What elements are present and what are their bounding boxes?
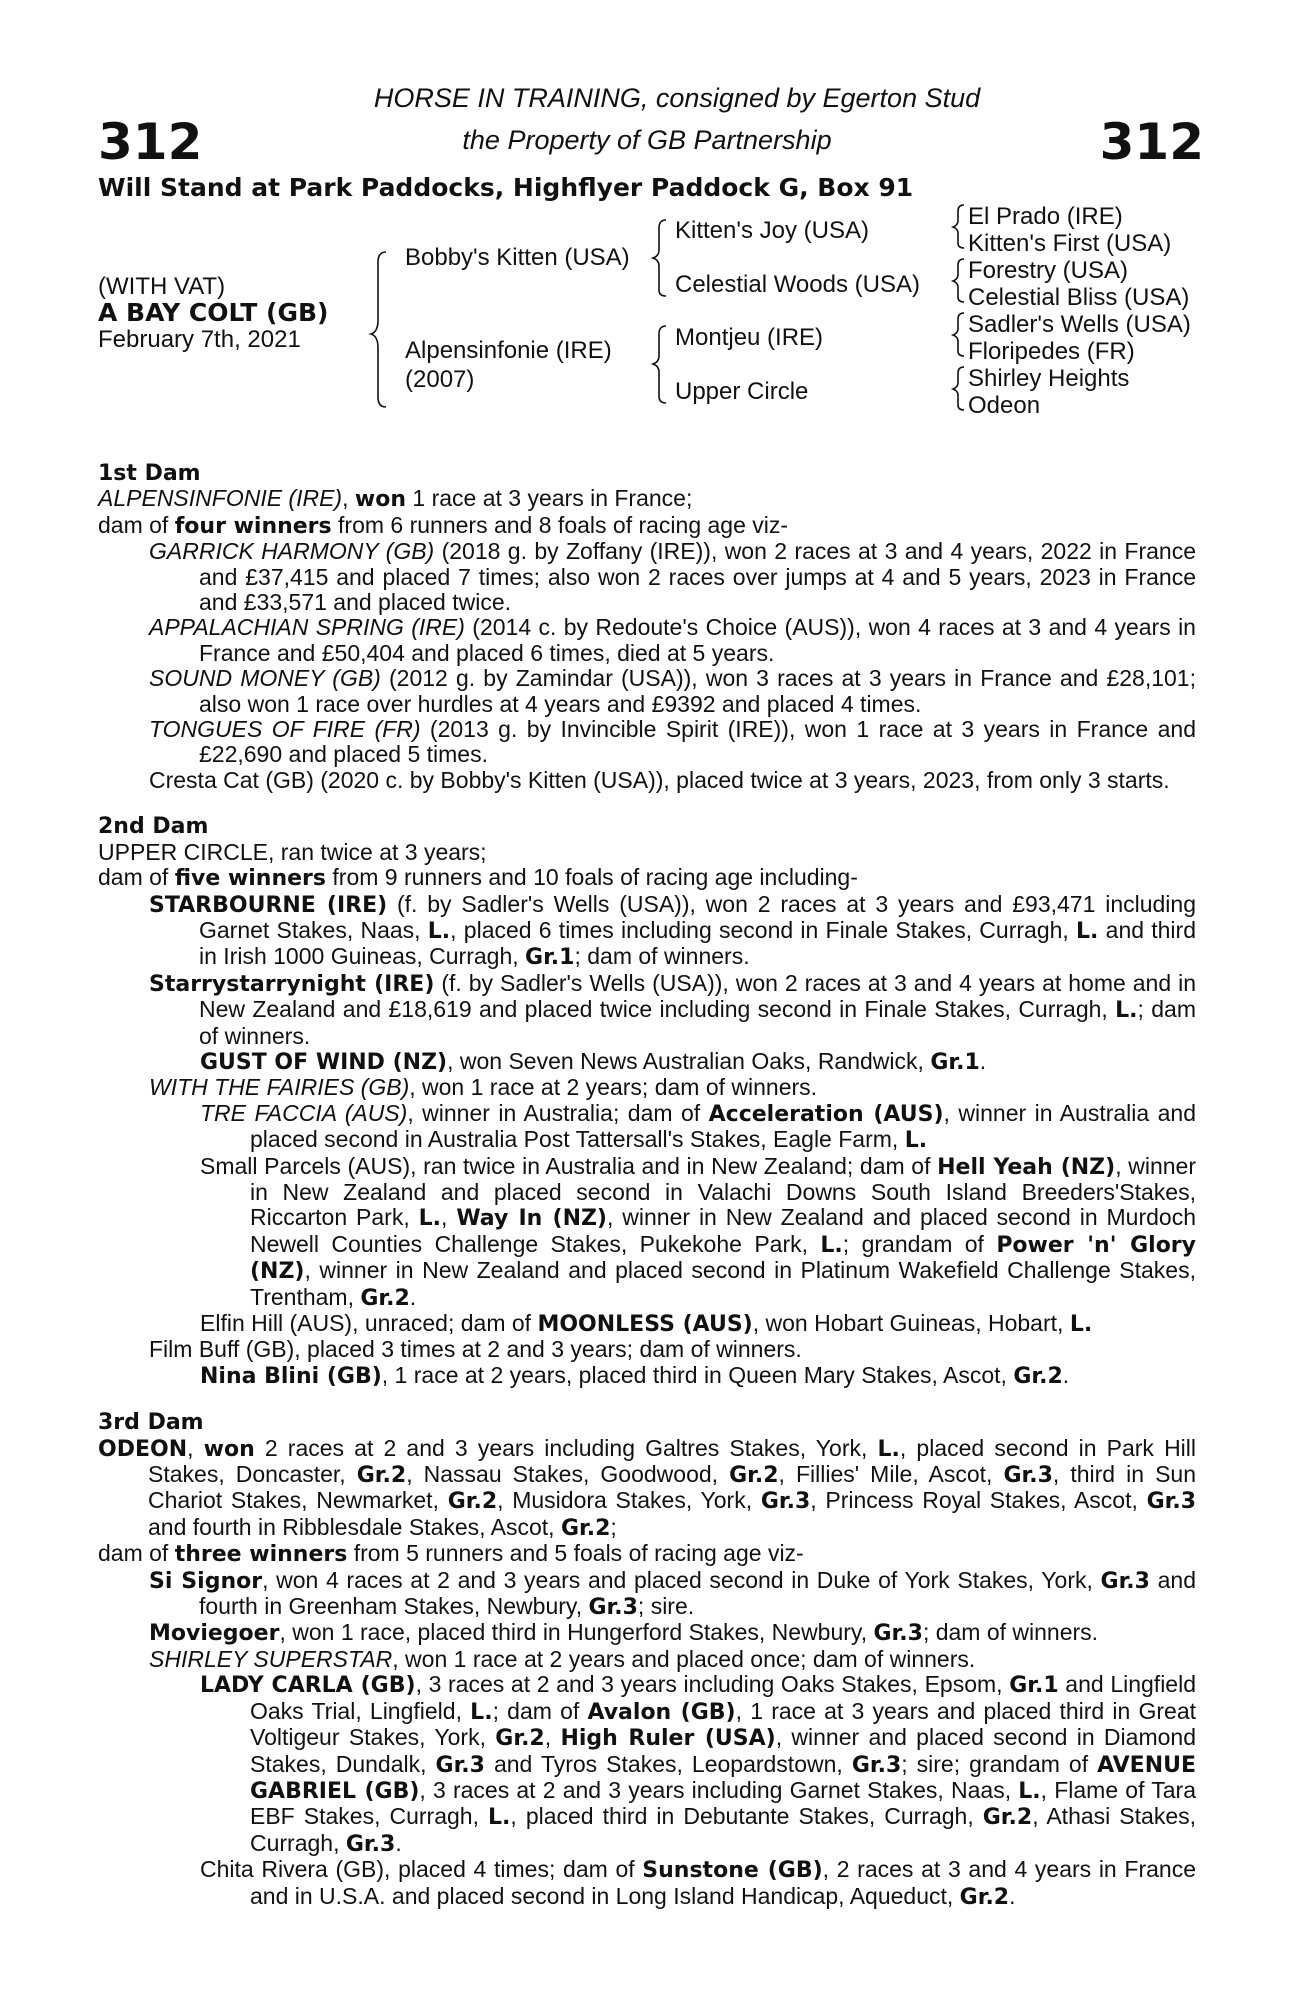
bold-text: Hell Yeah (NZ) [937, 1154, 1116, 1180]
bold-text: five winners [174, 866, 327, 892]
bold-text: AVENUE GABRIEL (GB) [250, 1752, 1197, 1804]
text: (2018 g. by Zoffany (IRE)), won 2 races at 3 and 4 years, 2022 in France and £37,415 and placed 7 times; also won 2 races over jumps at 4 and 5 years, 2023 in France and £33,571 and placed twice. [199, 538, 1196, 616]
pedigree-entry [98, 971, 1196, 1049]
great-grandsire-1: El Prado (IRE) [968, 203, 1123, 230]
pedigree-entry [98, 1436, 1196, 1542]
text: Small Parcels (AUS), ran twice in Australia and in New Zealand; dam of [200, 1152, 938, 1179]
text: , 1 race at 3 years and placed third in Great Voltigeur Stakes, York, [250, 1697, 1197, 1751]
bold-text: L. [470, 1699, 493, 1725]
great-granddam-2: Kitten's First (USA) [968, 230, 1172, 257]
bold-text: Moviegoer [149, 1621, 280, 1647]
bold-text: Gr.2 [495, 1726, 545, 1752]
bold-text: Gr.3 [1003, 1463, 1053, 1489]
bold-text: four winners [174, 513, 332, 539]
bold-text: won [354, 487, 406, 513]
pedigree-entry [98, 1672, 1196, 1857]
pedigree-entry [98, 1541, 1196, 1567]
text: . [979, 1047, 987, 1074]
bold-text: Gr.3 [760, 1489, 811, 1515]
text: , Princess Royal Stakes, Ascot, [810, 1487, 1147, 1514]
dam-sire: Montjeu (IRE) [675, 324, 824, 351]
bold-text: Gr.3 [435, 1752, 485, 1778]
bold-text: MOONLESS (AUS) [537, 1312, 753, 1337]
consignor-line: HORSE IN TRAINING, consigned by Egerton Stud [373, 83, 981, 113]
bold-text: L. [488, 1805, 511, 1831]
text: , winner in Australia and placed second in Australia Post Tattersall's Stakes, Eagle Farm, [250, 1099, 1197, 1153]
text: , 2 races at 3 and 4 years in France and in U.S.A. and placed second in Long Island Handicap, Aqueduct, [250, 1856, 1196, 1909]
pedigree-entry [98, 1101, 1196, 1154]
bold-text: L. [904, 1128, 928, 1154]
text: dam of [98, 864, 175, 891]
pedigree-entry [98, 1075, 1196, 1100]
text: Chita Rivera (GB), placed 4 times; dam of [200, 1856, 643, 1883]
text: , 1 race at 2 years, placed third in Queen Mary Stakes, Ascot, [381, 1361, 1014, 1388]
bold-text: Gr.3 [851, 1752, 902, 1778]
text: ; sire. [637, 1593, 695, 1620]
text: (2012 g. by Zamindar (USA)), won 3 races at 3 years in France and £28,101; also won 1 race over hurdles at 4 years and £9392 and placed 4 times. [199, 665, 1196, 717]
pedigree-entry [98, 666, 1196, 717]
bold-text: Gr.3 [1146, 1489, 1197, 1515]
bold-text: Gr.2 [982, 1805, 1033, 1831]
text: , won 1 race at 2 years; dam of winners. [409, 1074, 818, 1101]
pedigree-entry [98, 513, 1196, 539]
text: , placed second in Park Hill Stakes, Doncaster, [148, 1434, 1197, 1488]
pedigree-entry [98, 1311, 1196, 1337]
text: (f. by Sadler's Wells (USA)), won 2 races at 3 and 4 years at home and in New Zealand and £18,619 and placed twice including second in Finale Stakes, Curragh, [199, 969, 1196, 1023]
lot-number-right: 312 [1099, 113, 1204, 171]
dam-section [98, 461, 1196, 793]
sire-sire: Kitten's Joy (USA) [675, 217, 869, 244]
pedigree-entry [98, 1363, 1196, 1389]
text: and Tyros Stakes, Leopardstown, [484, 1750, 852, 1777]
text: 2 races at 2 and 3 years including Galtres Stakes, York, [254, 1434, 878, 1461]
text: , [441, 1204, 457, 1231]
text: ; [610, 1513, 617, 1540]
section-heading: 1st Dam [98, 461, 201, 486]
pedigree-entry [98, 539, 1196, 615]
bold-text: L. [1069, 1312, 1093, 1337]
bold-text: ODEON [98, 1436, 188, 1462]
text: Cresta Cat (GB) (2020 c. by Bobby's Kitten (USA)), placed twice at 3 years, 2023, from only 3 starts. [149, 766, 1170, 793]
bold-text: won [203, 1436, 255, 1462]
pedigree-entry [98, 1049, 1196, 1075]
section-heading: 3rd Dam [98, 1410, 204, 1436]
bold-text: L. [877, 1436, 900, 1462]
great-granddam-8: Odeon [968, 392, 1041, 419]
text: , placed third in Debutante Stakes, Curragh, [510, 1803, 983, 1830]
text: , Flame of Tara EBF Stakes, Curragh, [250, 1776, 1196, 1830]
text: dam of [98, 1540, 175, 1567]
text: and third in Irish 1000 Guineas, Curragh, [199, 916, 1196, 970]
bold-text: Gr.2 [729, 1463, 779, 1489]
bold-text: Power 'n' Glory (NZ) [250, 1232, 1196, 1285]
pedigree-entry [98, 1337, 1196, 1362]
bold-text: Gr.2 [356, 1463, 407, 1489]
great-granddam-4: Celestial Bliss (USA) [968, 284, 1190, 311]
bold-text: Sunstone (GB) [642, 1858, 823, 1884]
bold-text: Si Signor [149, 1568, 263, 1594]
italic-text: TRE FACCIA (AUS) [200, 1099, 408, 1126]
text: . [1062, 1361, 1070, 1388]
text: from 9 runners and 10 foals of racing age including- [326, 864, 858, 891]
text: ; dam of [492, 1697, 588, 1724]
great-granddam-6: Floripedes (FR) [968, 338, 1135, 365]
bold-text: Gr.2 [560, 1515, 611, 1541]
section-heading: 2nd Dam [98, 814, 209, 840]
italic-text: ALPENSINFONIE (IRE) [98, 485, 343, 512]
pedigree-entry [98, 768, 1196, 793]
stand-location: Will Stand at Park Paddocks, Highflyer Paddock G, Box 91 [98, 173, 914, 202]
pedigree-entry [98, 615, 1196, 666]
text: , won Seven News Australian Oaks, Randwick, [447, 1047, 931, 1074]
bold-text: Avalon (GB) [587, 1699, 736, 1725]
bold-text: STARBOURNE (IRE) [149, 892, 388, 918]
bold-text: Gr.2 [360, 1285, 410, 1311]
text: , winner in New Zealand and placed second in Valachi Downs South Island Breeders'Stakes, Riccarton Park, [250, 1152, 1196, 1231]
dam-dam: Upper Circle [675, 378, 809, 405]
bold-text: L. [1115, 998, 1138, 1024]
bold-text: L. [1018, 1778, 1041, 1804]
text: , third in Sun Chariot Stakes, Newmarket, [148, 1461, 1197, 1514]
sire-name: Bobby's Kitten (USA) [405, 244, 630, 271]
great-grandsire-3: Forestry (USA) [968, 257, 1129, 284]
text: from 6 runners and 8 foals of racing age viz- [331, 511, 789, 538]
text: . [1009, 1882, 1016, 1909]
text: , won Hobart Guineas, Hobart, [752, 1310, 1070, 1336]
text: , winner in Australia; dam of [407, 1099, 709, 1126]
bold-text: Starrystarrynight (IRE) [149, 971, 435, 997]
pedigree-entry [98, 840, 1196, 865]
bold-text: Gr.1 [525, 945, 575, 971]
bold-text: Gr.3 [588, 1595, 638, 1621]
bold-text: LADY CARLA (GB) [200, 1673, 416, 1699]
dam-section [98, 1410, 1196, 1910]
bold-text: Way In (NZ) [456, 1206, 607, 1232]
pedigree-entry [98, 1647, 1196, 1672]
text: ; dam of winners. [574, 943, 750, 970]
text: , won 1 race at 2 years and placed once; dam of winners. [392, 1645, 976, 1672]
text: ; dam of winners. [199, 996, 1196, 1049]
text: 1 race at 3 years in France; [406, 485, 693, 512]
text: ; grandam of [842, 1230, 997, 1257]
text: dam of [98, 511, 175, 538]
bold-text: L. [427, 918, 451, 944]
text: (2013 g. by Invincible Spirit (IRE)), won 1 race at 3 years in France and £22,690 and placed 5 times. [199, 716, 1196, 768]
dam-section [98, 814, 1196, 1389]
text: , placed 6 times including second in Finale Stakes, Curragh, [450, 916, 1077, 943]
text: , winner in New Zealand and placed second in Murdoch Newell Counties Challenge Stakes, Pukekohe Park, [250, 1204, 1197, 1257]
bold-text: Gr.2 [1013, 1363, 1063, 1389]
italic-text: SHIRLEY SUPERSTAR [149, 1645, 393, 1672]
text: UPPER CIRCLE, ran twice at 3 years; [98, 838, 487, 865]
dam-year: (2007) [405, 366, 475, 393]
bold-text: Acceleration (AUS) [708, 1101, 944, 1127]
pedigree-entry [98, 865, 1196, 891]
bold-text: Gr.2 [447, 1489, 498, 1515]
text: . [395, 1829, 402, 1856]
text: and fourth in Ribblesdale Stakes, Ascot, [148, 1513, 561, 1540]
italic-text: SOUND MONEY (GB) [149, 665, 381, 692]
text: , 3 races at 2 and 3 years including Oaks Stakes, Epsom, [415, 1671, 1010, 1698]
text: ; sire; grandam of [901, 1750, 1098, 1777]
text: , [544, 1724, 561, 1751]
text: from 5 runners and 5 foals of racing age viz- [347, 1540, 804, 1567]
sire-dam: Celestial Woods (USA) [675, 271, 920, 298]
text: , [342, 485, 355, 512]
text: , Athasi Stakes, Curragh, [250, 1803, 1196, 1856]
pedigree-entry [98, 717, 1196, 768]
vat-label: (WITH VAT) [98, 273, 226, 300]
dam-name: Alpensinfonie (IRE) [405, 337, 612, 364]
text: , winner and placed second in Diamond Stakes, Dundalk, [250, 1724, 1196, 1777]
text: and Lingfield Oaks Trial, Lingfield, [250, 1671, 1196, 1724]
lot-number: 312 [98, 113, 203, 171]
pedigree-entry [98, 892, 1196, 971]
bold-text: GUST OF WIND (NZ) [200, 1049, 448, 1075]
bold-text: Gr.3 [345, 1831, 396, 1857]
text: (f. by Sadler's Wells (USA)), won 2 races at 3 years and £93,471 including Garnet Stakes, Naas, [199, 890, 1196, 943]
text: (2014 c. by Redoute's Choice (AUS)), won 4 races at 3 and 4 years in France and £50,404 and placed 6 times, died at 5 years. [199, 614, 1196, 666]
pedigree-entry [98, 1568, 1196, 1621]
text: , Fillies' Mile, Ascot, [778, 1461, 1004, 1488]
text: ; dam of winners. [922, 1619, 1099, 1646]
bold-text: Nina Blini (GB) [200, 1363, 382, 1389]
bold-text: High Ruler (USA) [560, 1726, 776, 1752]
text: Elfin Hill (AUS), unraced; dam of [200, 1310, 538, 1336]
bold-text: L. [418, 1206, 442, 1232]
pedigree-entry [98, 1620, 1196, 1646]
text: . [409, 1283, 417, 1310]
text: , Musidora Stakes, York, [497, 1487, 761, 1514]
text: , winner in New Zealand and placed second in Platinum Wakefield Challenge Stakes, Trentham, [250, 1257, 1196, 1310]
bold-text: L. [1076, 918, 1099, 944]
great-grandsire-7: Shirley Heights [968, 365, 1130, 392]
bold-text: Gr.2 [959, 1884, 1010, 1910]
text: , Nassau Stakes, Goodwood, [406, 1461, 730, 1488]
bold-text: L. [820, 1232, 843, 1258]
bold-text: Gr.3 [873, 1621, 923, 1647]
foaling-date: February 7th, 2021 [98, 326, 301, 353]
text: Film Buff (GB), placed 3 times at 2 and 3 years; dam of winners. [149, 1336, 802, 1363]
bold-text: Gr.3 [1100, 1568, 1150, 1594]
text: , won 4 races at 2 and 3 years and placed second in Duke of York Stakes, York, [262, 1566, 1101, 1593]
text: , won 1 race, placed third in Hungerford Stakes, Newbury, [279, 1619, 874, 1646]
italic-text: WITH THE FAIRIES (GB) [149, 1074, 410, 1101]
italic-text: TONGUES OF FIRE (FR) [149, 716, 421, 743]
pedigree-entry [98, 1154, 1196, 1311]
italic-text: APPALACHIAN SPRING (IRE) [149, 614, 465, 641]
bold-text: Gr.1 [1009, 1673, 1059, 1699]
bold-text: Gr.1 [930, 1049, 980, 1075]
bold-text: three winners [174, 1542, 348, 1568]
property-line: the Property of GB Partnership [462, 125, 832, 155]
text: , 3 races at 2 and 3 years including Garnet Stakes, Naas, [419, 1776, 1019, 1803]
text: , [187, 1434, 204, 1461]
italic-text: GARRICK HARMONY (GB) [149, 538, 435, 565]
horse-name: A BAY COLT (GB) [98, 298, 329, 327]
great-grandsire-5: Sadler's Wells (USA) [968, 311, 1191, 338]
pedigree-entry [98, 486, 1196, 512]
text: and fourth in Greenham Stakes, Newbury, [199, 1566, 1196, 1620]
pedigree-entry [98, 1857, 1196, 1910]
catalogue-body [98, 461, 1196, 1910]
